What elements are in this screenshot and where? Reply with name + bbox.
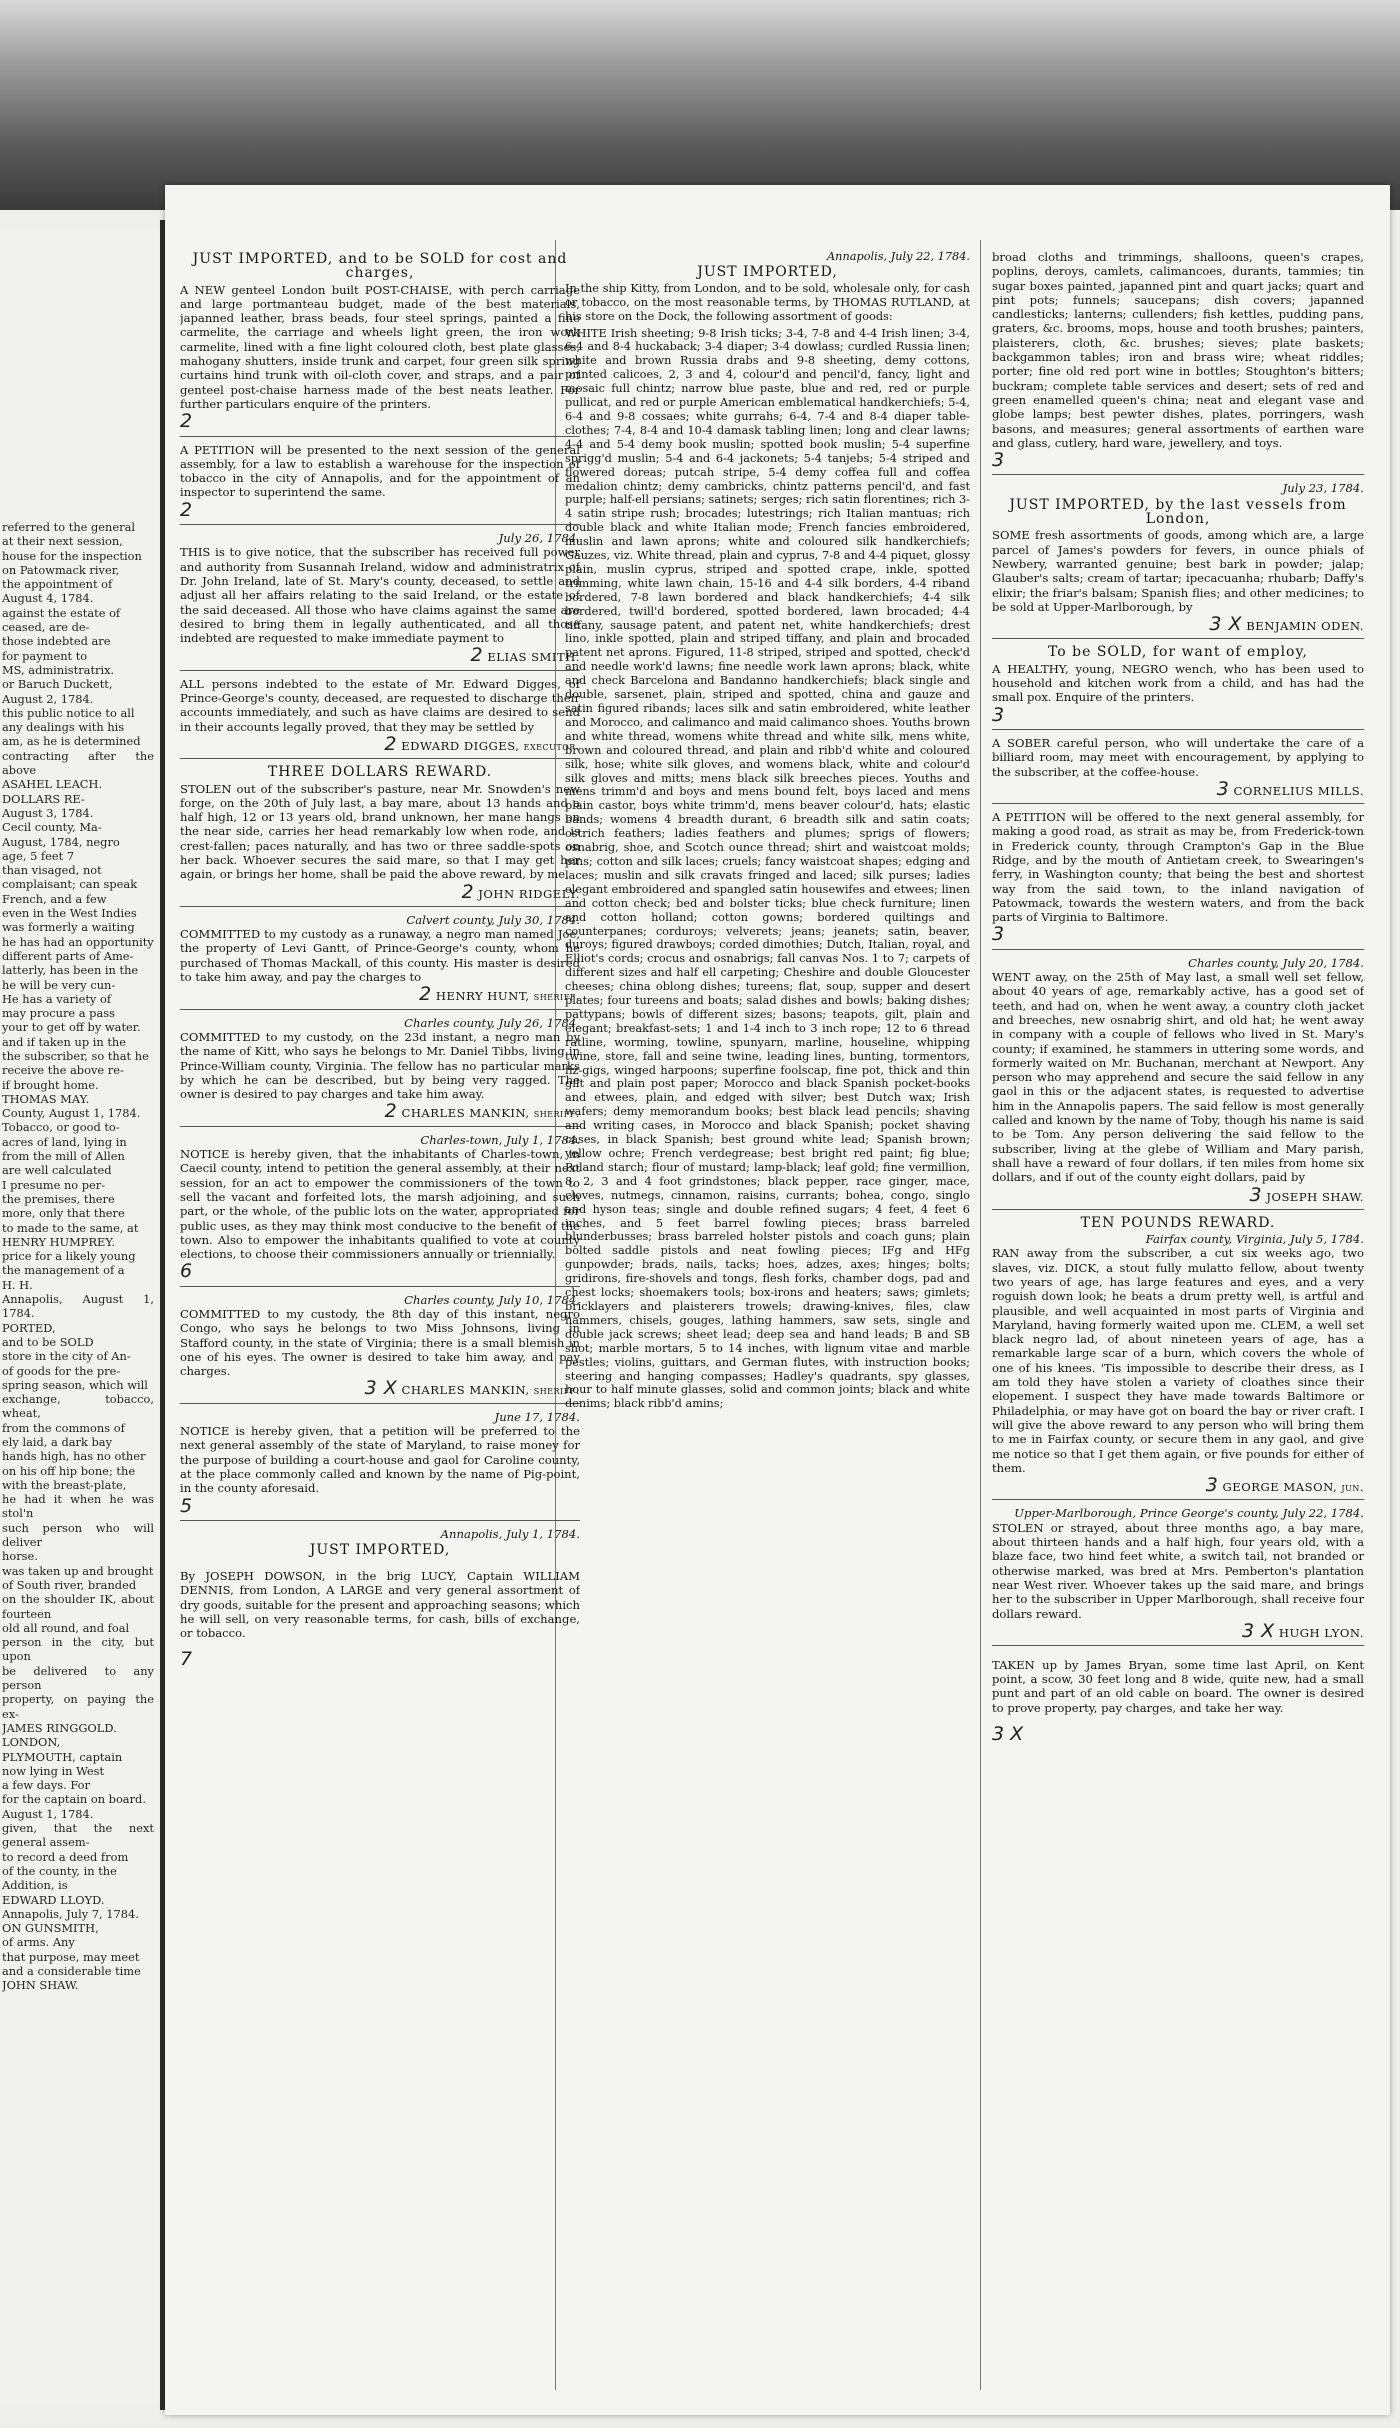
ad-date: Charles county, July 20, 1784. bbox=[1188, 955, 1364, 970]
fragment-line: I presume no per- bbox=[2, 1177, 106, 1192]
ad-signature bbox=[992, 1183, 1364, 1206]
handwritten-mark: 2 bbox=[180, 498, 193, 521]
fragment-line: the management of a bbox=[2, 1263, 125, 1278]
fragment-line: August 1, 1784. bbox=[2, 1806, 94, 1821]
column-2 bbox=[565, 250, 970, 1411]
handwritten-mark: 2 bbox=[384, 1100, 398, 1123]
fragment-line: for payment to bbox=[2, 648, 88, 663]
fragment-line: the premises, there bbox=[2, 1191, 115, 1206]
fragment-line: against the estate of bbox=[2, 605, 121, 620]
ad-signature bbox=[180, 732, 580, 755]
ad-stolen-bay-mare bbox=[992, 1506, 1364, 1646]
fragment-line: exchange, tobacco, wheat, bbox=[2, 1392, 154, 1421]
previous-page-fragment bbox=[0, 230, 160, 2405]
fragment-line: was taken up and brought bbox=[2, 1563, 154, 1578]
column-1 bbox=[180, 250, 580, 1668]
fragment-line: to made to the same, at bbox=[2, 1220, 139, 1235]
column-rule bbox=[980, 240, 981, 2390]
ad-signature bbox=[180, 983, 580, 1006]
ad-heading: To be SOLD, for want of employ, bbox=[1048, 644, 1308, 661]
ad-body: NOTICE is hereby given, that the inhabitants of Charles-town, in Caecil county, intend to petition the general assembly, at their next session, for an act to empower the commissioners of the town to sell the vacant and forfeited lots, the marsh adjoining, and such part, or the whole, of the public lots on the water, appropriated for public uses, as they may think most conducive to the benefit of the town. Also to empower the inhabitants qualified to vote at county elections, to choose their commissioners annually or triennially. bbox=[180, 1147, 580, 1262]
fragment-line: August 4, 1784. bbox=[2, 591, 94, 606]
fragment-line: was formerly a waiting bbox=[2, 920, 135, 935]
column-3 bbox=[992, 250, 1364, 1743]
ad-signature bbox=[992, 777, 1364, 800]
fragment-line: the appointment of bbox=[2, 577, 113, 592]
handwritten-mark: 3 bbox=[992, 703, 1005, 726]
ad-body: THIS is to give notice, that the subscriber has received full power and authority from Susannah Ireland, widow and administratrix of Dr. John Ireland, late of St. Mary's county, deceased, to settle and adjust all her affairs relating to the said Ireland, or the estate of the said deceased. All those who have claims against the same are desired to bring them in legally authenticated, and all those indebted are requested to make immediate payment to bbox=[180, 545, 580, 646]
ad-body: STOLEN or strayed, about three months ago, a bay mare, about thirteen hands and a half high, four years old, with a blaze face, two hind feet white, a switch tail, not branded or otherwise marked, was bred at Mrs. Pemberton's plantation near West river. Whoever takes up the said mare, and brings her to the subscriber in Upper Marlborough, shall receive four dollars reward. bbox=[992, 1520, 1364, 1621]
signature-text: JOSEPH SHAW. bbox=[1266, 1189, 1364, 1204]
handwritten-mark: 3 bbox=[1205, 1474, 1219, 1497]
fragment-line: old all round, and foal bbox=[2, 1620, 130, 1635]
ad-signature bbox=[992, 613, 1364, 636]
fragment-line: that purpose, may meet bbox=[2, 1949, 140, 1964]
ad-body: broad cloths and trimmings, shalloons, queen's crapes, poplins, deroys, camlets, calimancoes, durants, tammies; tin sugar boxes painted, japanned pint and quart jacks; quart and pint pots; funnels; saucepans; dish covers; japanned candlesticks; lanterns; cullenders; fish kettles, pudding pans, graters, &c. brooms, mops, house and tooth brushes; painters, plaisterers, cloth, &c. brushes; sieves; plate baskets; backgammon tables; iron and brass wire; wheat riddles; porter; fine old red port wine in bottles; Stoughton's bitters; buckram; complete table services and desert; sets of red and green enamelled queen's china; neat and elegant vase and globe lamps; best pewter dishes, plates, porringers, wash basons, and measures; general assortments of earthen ware and glass, cutlery, hard ware, jewellery, and toys. bbox=[992, 250, 1364, 450]
ad-committed-joe bbox=[180, 913, 580, 1010]
ad-billiard-room bbox=[992, 736, 1364, 804]
ad-runaway-toby bbox=[992, 956, 1364, 1210]
ad-ten-pounds-reward bbox=[992, 1216, 1364, 1501]
ad-heading: JUST IMPORTED, bbox=[697, 263, 838, 280]
goods-list: WHITE Irish sheeting; 9-8 Irish ticks; 3-4, 7-8 and 4-4 Irish linen; 3-4, 6-4 and 8-4 huckaback; 3-4 diaper; 3-4 dowlass; curdled Russia linen; white and brown Russia drabs and 9-8 sheeting, demy cottons, printed calicoes, 2, 3 and 4, colour'd and pencil'd, fancy, light and mosaic full chintz; narrow blue paste, blue and red, red or purple pullicat, and red or purple American emblematical handkerchiefs; 5-4, 6-4 and 9-8 cossaes; white gurrahs; 6-4, 7-4 and 8-4 diaper table-clothes; 7-4, 8-4 and 10-4 damask tabling linen; long and clear lawns; 4-4 and 5-4 demy book muslin; spotted book muslin; 5-4 superfine sprigg'd muslin; 5-4 and 6-4 jackonets; 5-4 tanjebs; 5-4 striped and flowered doreas; putcah stripe, 5-4 demy coffea full and coffea medalion chintz; demy cambricks, chintz patterns pencil'd, and fast purple; half-ell persians; satinets; serges; rich satin florentines; rich 3-4 satin stripe rush; brocades; lutestrings; rich Italian mantuas; rich double black and white Italian mode; French fancies embroidered, muslin and lawn aprons; white and coloured silk handkerchiefs; Gauzes, viz. White thread, plain and cyprus, 7-8 and 4-4 piquet, glossy plain, muslin cyprus, striped and spotted crape, inkle, spotted trimming, white lawn chain, 15-16 and 4-4 silk borders, 4-4 riband bordered, 7-8 lawn bordered and black handkerchiefs; 4-4 silk bordered, twill'd bordered, spotted bordered, lawn brocaded; 4-4 tiffany, sausage patent, and patent net, white handkerchiefs; drest lino, inkle spotted, plain and striped tiffany, and plain and brocaded patent net aprons. Figured, 11-8 striped, striped and spotted, check'd and needle work'd lawns; fine needle work lawn aprons; black, white and check Barcelona and Bandanno handkerchiefs; black single and double, sarsenet, plain, striped and spotted, china and gauze and satin figured ribands; laces silk and satin embroidered, white leather and Morocco, and calimanco and maid calimanco shoes. Youths brown and white thread, womens white thread and white silk, mens white, brown and coloured thread, and plain and ribb'd white and coloured silk, hose; white silk gloves, and womens black, white and colour'd silk gloves and mitts; mens black silk breeches pieces. Youths and mens trimm'd and boys and mens bound felt, boys laced and mens plain castor, boys white trimm'd, mens beaver colour'd, hats; elastic bands; womens 4 breadth durant, 6 breadth silk and satin coats; ostrich feathers; ladies feathers and plumes; sprigs of flowers; osnabrig, shoe, and Scotch ounce thread; shirt and waistcoat molds; pins; cotton and silk laces; cruels; fancy waistcoat shapes; edging and laces; muslin and silk cravats fringed and laced; silk purses; ladies elegant embroidered and spangled satin housewifes and etwees; linen and cotton check; bed and bolster ticks; blue check furniture; linen and cotton holland; cotton gowns; bordered quiltings and counterpanes; corduroys; velverets; jeans; jeanets; satin, beaver, duroys; figured drawboys; corded dimothies; Dutch, Italian, royal, and Elliot's cords; crocus and osnabrigs; fall canvas Nos. 1 to 7; carpets of different sizes and half ell carpeting; Cheshire and double Gloucester cheeses; china oblong dishes; tureens; flat, soup, supper and desert plates; four tureens and boats; salad dishes and bowls; baking dishes; pattypans; bowls of different sizes; basons; teapots, gilt, plain and elegant; breakfast-sets; 1 and 1-4 inch to 3 inch rope; 12 to 6 thread ratline, worming, towline, spunyarn, marline, houseline, whipping twine, store, fall and seine twine, leading lines, bunting, tormentors, fiz-gigs, winged harpoons; superfine foolscap, fine pot, thick and thin gilt and plain post paper; Morocco and black Spanish pocket-books and etwees, plain, and edged with silver; best Dutch wax; Irish wafers; demy memorandum books; best black lead pencils; shaving and writing cases, in Morocco and black Spanish; pocket shaving cases, in black Spanish; best ground white lead; Spanish brown; yellow ochre; French verdegrease; best bright red paint; fig blue; Poland starch; flour of mustard; lamp-black; leaf gold; fine vermillion, 8, 2, 3 and 4 foot grindstones; black pepper, race ginger, mace, cloves, nutmegs, cinnamon, raisins, currants; bohea, congo, singlo and hyson teas; single and double refined sugars; 4 feet, 4 feet 6 inches, and 5 feet barrel fowling pieces; brass barreled blunderbusses; brass barreled holster pistols and coach guns; plain bolted saddle pistols and neat fowling pieces; IFg and HFg gunpowder; brads, nails, tacks; hoes, adzes, axes; hinges; bolts; gridirons, fire-shovels and tongs, flesh forks, chamber dogs, pad and chest locks; shoemakers tools; box-irons and heaters; saws; gimlets; bricklayers and plaisterers trowels; drawing-knives, files, claw hammers, chisels, gouges, lathing hammers, saw sets, single and double jack screws; sheet lead; deep sea and hand leads; B and SB shot; marble mortars, 5 to 14 inches, with lignum vitae and marble pestles; violins, guittars, and German flutes, with instruction books; steering and hanging compasses; Hadley's quadrants, spy glasses, hour to half minute glasses, solid and common joints; black and white denims; black ribb'd amins; bbox=[565, 326, 970, 1411]
fragment-line: County, August 1, 1784. bbox=[2, 1106, 141, 1121]
ad-oden-medicines bbox=[992, 481, 1364, 639]
ad-stolen-mare bbox=[180, 765, 580, 907]
ad-post-chaise bbox=[180, 252, 580, 437]
ad-dowson-imports bbox=[180, 1527, 580, 1669]
fragment-line: a few days. For bbox=[2, 1778, 90, 1793]
signature-text: CORNELIUS MILLS. bbox=[1233, 783, 1364, 798]
handwritten-mark: 3 X bbox=[364, 1377, 398, 1400]
ad-body: A NEW genteel London built POST-CHAISE, with perch carriage and large portmanteau budget, made of the best materials, japanned leather, brass beads, four steel springs, painted a fine carmelite, the carriage and wheels light green, the iron work carmelite, lined with a fine light coloured cloth, best plate glasses, mahogany shutters, inside trunk and carpet, four green silk spring curtains hind trunk with oil-cloth cover, and straps, and a pair of genteel post-chaise harness made of the best neats leather. For further particulars enquire of the printers. bbox=[180, 282, 580, 411]
ad-date: Upper-Marlborough, Prince George's county, July 22, 1784. bbox=[1014, 1506, 1364, 1521]
handwritten-mark: 3 X bbox=[992, 1722, 1024, 1743]
fragment-line: of goods for the pre- bbox=[2, 1363, 121, 1378]
fragment-line: or Baruch Duckett, bbox=[2, 677, 113, 692]
ad-intro: In the ship Kitty, from London, and to be sold, wholesale only, for cash or tobacco, on the most reasonable terms, by THOMAS RUTLAND, at his store on the Dock, the following assortment of goods: bbox=[565, 281, 970, 323]
fragment-line: with the breast-plate, bbox=[2, 1477, 127, 1492]
signature-text: EDWARD DIGGES, executor. bbox=[401, 738, 580, 753]
ad-signature bbox=[180, 880, 580, 903]
ad-body: A HEALTHY, young, NEGRO wench, who has been used to household and kitchen work from a child, and has had the small pox. Enquire of the printers. bbox=[992, 661, 1364, 705]
fragment-line: French, and a few bbox=[2, 891, 107, 906]
fragment-line: on his off hip bone; the bbox=[2, 1463, 136, 1478]
handwritten-mark: 3 bbox=[1249, 1183, 1263, 1206]
fragment-line: person in the city, but upon bbox=[2, 1635, 154, 1664]
fragment-line: Addition, is bbox=[2, 1878, 68, 1893]
fragment-line: He has a variety of bbox=[2, 991, 112, 1006]
handwritten-mark: 5 bbox=[180, 1494, 193, 1517]
fragment-line: from the mill of Allen bbox=[2, 1149, 125, 1164]
fragment-line: of arms. Any bbox=[2, 1935, 75, 1950]
handwritten-mark: 2 bbox=[419, 983, 432, 1006]
fragment-line: hands high, has no other bbox=[2, 1449, 146, 1464]
ad-charles-town-notice bbox=[180, 1133, 580, 1287]
ad-signature bbox=[992, 1474, 1364, 1497]
fragment-line: your to get off by water. bbox=[2, 1020, 141, 1035]
ad-committed-kitt bbox=[180, 1016, 580, 1127]
fragment-line: are well calculated bbox=[2, 1163, 112, 1178]
ad-date: Charles-town, July 1, 1784. bbox=[420, 1132, 580, 1147]
fragment-line: ON GUNSMITH, bbox=[2, 1921, 99, 1936]
fragment-line: complaisant; can speak bbox=[2, 877, 138, 892]
handwritten-mark: 2 bbox=[461, 880, 475, 903]
fragment-line: he will be very cun- bbox=[2, 977, 116, 992]
fragment-line: property, on paying the ex- bbox=[2, 1692, 154, 1721]
ad-heading: JUST IMPORTED, bbox=[309, 1542, 451, 1559]
fragment-line: than visaged, not bbox=[2, 863, 102, 878]
fragment-line: am, as he is determined bbox=[2, 734, 141, 749]
fragment-line: for the captain on board. bbox=[2, 1792, 146, 1807]
fragment-line: MS, administratrix. bbox=[2, 662, 115, 677]
left-fragment-column bbox=[2, 520, 154, 1993]
fragment-line: different parts of Ame- bbox=[2, 948, 134, 963]
ad-body: ALL persons indebted to the estate of Mr. Edward Digges, of Prince-George's county, deceased, are requested to discharge their accounts immediately, and such as have claims are desired to send in their accounts legally proved, that they may be settled by bbox=[180, 676, 580, 734]
fragment-line: DOLLARS RE- bbox=[2, 791, 85, 806]
fragment-line: HENRY HUMPREY. bbox=[2, 1234, 116, 1249]
fragment-line: August 2, 1784. bbox=[2, 691, 94, 706]
fragment-line: the subscriber, so that he bbox=[2, 1048, 149, 1063]
fragment-line: acres of land, lying in bbox=[2, 1134, 127, 1149]
fragment-line: Annapolis, July 7, 1784. bbox=[2, 1906, 139, 1921]
fragment-line: ceased, are de- bbox=[2, 620, 90, 635]
fragment-line: of the county, in the bbox=[2, 1863, 117, 1878]
fragment-line: August 3, 1784. bbox=[2, 805, 94, 820]
scan-shadow bbox=[0, 0, 1400, 210]
ad-committed-congo bbox=[180, 1293, 580, 1404]
fragment-line: more, only that there bbox=[2, 1206, 125, 1221]
fragment-line: JOHN SHAW. bbox=[2, 1978, 79, 1993]
handwritten-mark: 3 X bbox=[1242, 1619, 1275, 1642]
ad-signature bbox=[992, 1619, 1364, 1642]
fragment-line: H. H. bbox=[2, 1277, 33, 1292]
signature-text: CHARLES MANKIN, sheriff. bbox=[401, 1383, 580, 1398]
handwritten-mark: 7 bbox=[180, 1648, 193, 1669]
fragment-line: THOMAS MAY. bbox=[2, 1091, 90, 1106]
ad-body: A PETITION will be presented to the next session of the general assembly, for a law to establish a warehouse for the inspection of tobacco in the city of Annapolis, and for the appointment of an inspector to superintend the same. bbox=[180, 442, 580, 500]
handwritten-mark: 2 bbox=[180, 410, 193, 433]
fragment-line: if brought home. bbox=[2, 1077, 99, 1092]
fragment-line: ASAHEL LEACH. bbox=[2, 777, 103, 792]
fragment-line: EDWARD LLOYD. bbox=[2, 1892, 105, 1907]
ad-heading: JUST IMPORTED, by the last vessels from London, bbox=[1009, 496, 1347, 528]
ad-date: July 23, 1784. bbox=[1282, 481, 1364, 496]
handwritten-mark: 3 bbox=[992, 923, 1005, 946]
ad-body: COMMITTED to my custody, the 8th day of this instant, negro Congo, who says he belongs to two Miss Johnsons, living in Stafford county, in the state of Virginia; there is a small blemish in one of his eyes. The owner is desired to take him away, and pay charges. bbox=[180, 1307, 580, 1379]
signature-text: CHARLES MANKIN, sheriff. bbox=[401, 1106, 580, 1121]
fragment-line: age, 5 feet 7 bbox=[2, 848, 75, 863]
ad-date: Annapolis, July 22, 1784. bbox=[827, 250, 970, 263]
fragment-line: and a considerable time bbox=[2, 1963, 141, 1978]
ad-signature bbox=[180, 644, 580, 667]
fragment-line: at their next session, bbox=[2, 534, 123, 549]
ad-date: Annapolis, July 1, 1784. bbox=[440, 1526, 580, 1541]
handwritten-mark: 3 bbox=[1216, 777, 1230, 800]
fragment-line: house for the inspection bbox=[2, 548, 142, 563]
ad-body: COMMITTED to my custody as a runaway, a negro man named Joe, the property of Levi Gantt, of Prince-George's county, whom he purchased of Thomas Mackall, of this county. His master is desired to take him away, and pay the charges to bbox=[180, 927, 580, 985]
fragment-line: on the shoulder IK, about fourteen bbox=[2, 1592, 154, 1621]
ad-body: NOTICE is hereby given, that a petition will be preferred to the next general assembly of the state of Maryland, to raise money for the purpose of building a court-house and gaol for Caroline county, at the place commonly called and known by the name of Pig-point, in the county aforesaid. bbox=[180, 1424, 580, 1496]
signature-text: ELIAS SMITH. bbox=[487, 650, 580, 665]
signature-text: HUGH LYON. bbox=[1278, 1625, 1364, 1640]
fragment-line: and to be SOLD bbox=[2, 1334, 94, 1349]
fragment-line: contracting after the above bbox=[2, 748, 154, 778]
fragment-line: spring season, which will bbox=[2, 1377, 148, 1392]
fragment-line: PLYMOUTH, captain bbox=[2, 1749, 123, 1764]
fragment-line: this public notice to all bbox=[2, 705, 135, 720]
fragment-line: of South river, branded bbox=[2, 1577, 137, 1592]
ad-taken-up-scow bbox=[992, 1658, 1364, 1743]
fragment-line: on Patowmack river, bbox=[2, 562, 120, 577]
signature-text: GEORGE MASON, jun. bbox=[1222, 1480, 1364, 1495]
handwritten-mark: 3 X bbox=[1209, 613, 1243, 636]
fragment-line: JAMES RINGGOLD. bbox=[2, 1720, 117, 1735]
fragment-line: Annapolis, August 1, 1784. bbox=[2, 1292, 154, 1321]
ad-date: July 26, 1784. bbox=[498, 531, 580, 546]
ad-heading: JUST IMPORTED, and to be SOLD for cost and charges, bbox=[192, 251, 568, 282]
fragment-line: LONDON, bbox=[2, 1735, 61, 1750]
handwritten-mark: 3 bbox=[992, 449, 1005, 472]
ad-signature bbox=[180, 1100, 580, 1123]
fragment-line: Tobacco, or good to- bbox=[2, 1120, 120, 1135]
fragment-line: any dealings with his bbox=[2, 720, 125, 735]
ad-date: Charles county, July 26, 1784. bbox=[404, 1015, 580, 1030]
ad-date: Charles county, July 10, 1784. bbox=[404, 1292, 580, 1307]
ad-body: By JOSEPH DOWSON, in the brig LUCY, Captain WILLIAM DENNIS, from London, A LARGE and very general assortment of dry goods, suitable for the present and approaching seasons; which he will sell, on very reasonable terms, for cash, bills of exchange, or tobacco. bbox=[180, 1569, 580, 1641]
ad-date: Fairfax county, Virginia, July 5, 1784. bbox=[1145, 1232, 1364, 1247]
ad-body: A SOBER careful person, who will undertake the care of a billiard room, may meet with encouragement, by applying to the subscriber, at the coffee-house. bbox=[992, 735, 1364, 779]
fragment-line: given, that the next general assem- bbox=[2, 1821, 154, 1850]
fragment-line: price for a likely young bbox=[2, 1249, 136, 1264]
ad-body: A PETITION will be offered to the next general assembly, for making a good road, as strait as may be, from Frederick-town in Frederick county, through Crampton's Gap in the Blue Ridge, and by the mouth of Antietam creek, to Swearingen's ferry, in Washington county; that being the best and shortest way from the said town, to the inland navigation of Patowmack, towards the western waters, and from the back parts of Virginia to Baltimore. bbox=[992, 810, 1364, 925]
fragment-line: he has had an opportunity bbox=[2, 934, 154, 949]
fragment-line: referred to the general bbox=[2, 520, 136, 534]
handwritten-mark: 2 bbox=[470, 644, 484, 667]
ad-caroline-courthouse bbox=[180, 1410, 580, 1521]
ad-body: STOLEN out of the subscriber's pasture, near Mr. Snowden's new forge, on the 20th of July last, a bay mare, about 13 hands and a half high, 12 or 13 years old, brand unknown, her mane hangs on the near side, carries her head remarkably low when rode, and is crest-fallen; paces naturally, and has two or three saddle-spots on her back. Whoever secures the said mare, so that I may get her again, or brings her home, shall be paid the above reward, by me, bbox=[180, 781, 580, 882]
ad-body: RAN away from the subscriber, a cut six weeks ago, two slaves, viz. DICK, a stout fully mulatto fellow, about twenty two years of age, has large features and eyes, and a very roguish down look; he beats a drum pretty well, is artful and plausible, and well acquainted in most parts of Virginia and Maryland, having formerly waited upon me. CLEM, a well set black negro lad, of about nineteen years of age, has a remarkable large scar of a burn, which covers the whole of one of his knees. 'Tis impossible to describe their dress, as I am told they have stolen a variety of cloathes since their elopement. I suspect they have made towards Baltimore or Philadelphia, or may have got on board the bay or river craft. I will give the above reward to any person who will bring them to me in Fairfax county, or secure them in any gaol, and give me notice so that I get them again, or five pounds for either of them. bbox=[992, 1246, 1364, 1475]
ad-ireland-estate bbox=[180, 531, 580, 671]
fragment-line: he had it when he was stol'n bbox=[2, 1492, 154, 1521]
ad-road-petition bbox=[992, 810, 1364, 950]
ad-date: Calvert county, July 30, 1784. bbox=[406, 912, 580, 927]
fragment-line: ely laid, a dark bay bbox=[2, 1435, 113, 1449]
fragment-line: August, 1784, negro bbox=[2, 834, 120, 849]
fragment-line: receive the above re- bbox=[2, 1063, 124, 1078]
fragment-line: and if taken up in the bbox=[2, 1034, 126, 1049]
handwritten-mark: 2 bbox=[384, 732, 398, 755]
ad-heading: TEN POUNDS REWARD. bbox=[1080, 1214, 1276, 1231]
ad-body: TAKEN up by James Bryan, some time last April, on Kent point, a scow, 30 feet long and 8 wide, quite new, had a small punt and part of an old cable on board. The owner is desired to prove property, pay charges, and take her way. bbox=[992, 1657, 1364, 1715]
goods-list-continued bbox=[992, 250, 1364, 475]
ad-sale-wench bbox=[992, 645, 1364, 729]
fragment-line: even in the West Indies bbox=[2, 906, 137, 921]
fragment-line: such person who will deliver bbox=[2, 1520, 154, 1550]
ad-body: COMMITTED to my custody, on the 23d instant, a negro man by the name of Kitt, who says he belongs to Mr. Daniel Tibbs, living in Prince-William county, Virginia. The fellow has no particular marks by which he can be described, but by being very ragged. The owner is desired to pay charges and take him away. bbox=[180, 1029, 580, 1102]
ad-warehouse-petition bbox=[180, 443, 580, 525]
fragment-line: those indebted are bbox=[2, 634, 111, 649]
fragment-line: Cecil county, Ma- bbox=[2, 820, 102, 835]
signature-text: JOHN RIDGELY. bbox=[478, 886, 580, 901]
ad-digges-estate bbox=[180, 677, 580, 759]
ad-body: SOME fresh assortments of goods, among which are, a large parcel of James's powders for fevers, in ounce phials of Newbery, warranted genuine; best bark in powder; jalap; Glauber's salts; cream of tartar; ipecacuanha; rhubarb; Daffy's elixir; the friar's balsam; Spanish flies; and other medicines; to be sold at Upper-Marlborough, by bbox=[992, 528, 1364, 614]
fragment-line: to record a deed from bbox=[2, 1849, 129, 1864]
signature-text: BENJAMIN ODEN. bbox=[1246, 619, 1364, 634]
ad-body: WENT away, on the 25th of May last, a small well set fellow, about 40 years of age, remarkably active, has a good set of teeth, and had on, when he went away, a country cloth jacket and breeches, new osnabrig shirt, and old hat; he went away in company with a couple of fellows who lived in St. Mary's county; if examined, he stammers in uttering some words, and formerly waited on Mr. Buchanan, merchant at Newport. Any person who may apprehend and secure the said fellow in any gaol in this or the adjacent states, is requested to advertise him in the Annapolis papers. The said fellow is most generally called and known by the name of Toby, though his name is said to be Tom. Any person delivering the said fellow to the subscriber, living at the glebe of William and Mary parish, shall have a reward of four dollars, if ten miles from home six dollars, and if out of the county eight dollars, paid by bbox=[992, 970, 1364, 1185]
fragment-line: horse. bbox=[2, 1549, 38, 1564]
fragment-line: be delivered to any person bbox=[2, 1663, 154, 1693]
ad-date: June 17, 1784. bbox=[494, 1409, 580, 1424]
fragment-line: may procure a pass bbox=[2, 1006, 115, 1021]
fragment-line: from the commons of bbox=[2, 1420, 125, 1435]
ad-heading: THREE DOLLARS REWARD. bbox=[267, 764, 493, 781]
fragment-line: latterly, has been in the bbox=[2, 963, 139, 978]
signature-text: HENRY HUNT, sheriff. bbox=[435, 989, 580, 1004]
fragment-line: store in the city of An- bbox=[2, 1349, 131, 1364]
fragment-line: PORTED, bbox=[2, 1320, 56, 1335]
ad-signature bbox=[180, 1377, 580, 1400]
fragment-line: now lying in West bbox=[2, 1763, 105, 1778]
handwritten-mark: 6 bbox=[180, 1260, 193, 1283]
